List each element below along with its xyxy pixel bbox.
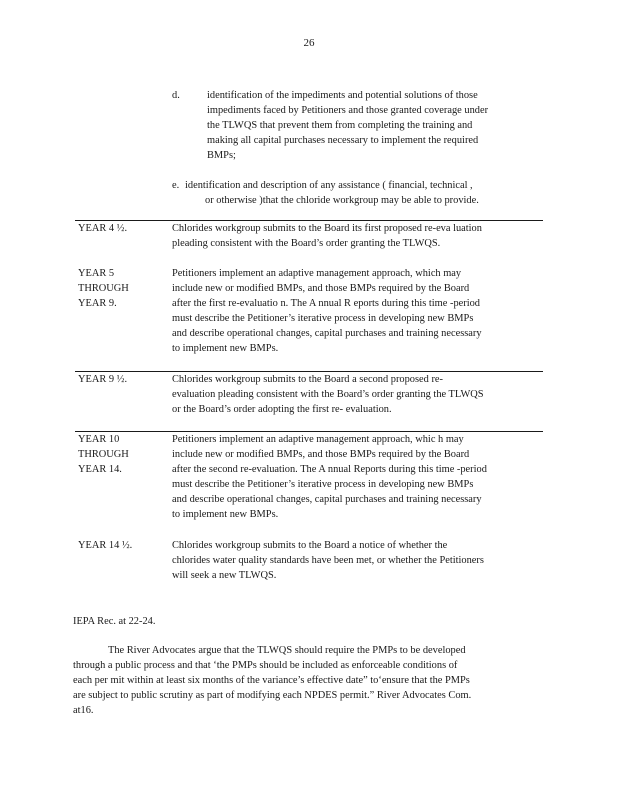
- text-line: to implement new BMPs.: [172, 509, 279, 520]
- text-line: BMPs;: [207, 150, 236, 161]
- label-line: YEAR 14 ½.: [78, 540, 133, 551]
- label-line: YEAR 5: [78, 268, 115, 279]
- body-paragraph: [73, 643, 529, 718]
- text-line: after the second re-evaluation. The A nnual Reports during this time -period: [172, 464, 487, 475]
- text-line: through a public process and that ‘the PMPs should be included as enforceable conditions of: [73, 660, 458, 671]
- text-line: are subject to public scrutiny as part of modifying each NPDES permit.” River Advocates Com.: [73, 690, 472, 701]
- schedule-row-label: [78, 221, 168, 236]
- text-line: each per mit within at least six months of the variance’s effective date” to‘ensure that the PMPs: [73, 675, 470, 686]
- text-line: or otherwise )that the chloride workgroup may be able to provide.: [205, 195, 479, 206]
- schedule-row-text: [172, 432, 532, 522]
- text-line: will seek a new TLWQS.: [172, 570, 277, 581]
- schedule-row-text: [172, 372, 532, 417]
- label-line: YEAR 4 ½.: [78, 223, 128, 234]
- text-line: must describe the Petitioner’s iterative process in developing new BMPs: [172, 313, 474, 324]
- label-line: THROUGH: [78, 449, 129, 460]
- text-line: chlorides water quality standards have been met, or whether the Petitioners: [172, 555, 484, 566]
- label-line: YEAR 9.: [78, 298, 117, 309]
- text-line: identification of the impediments and potential solutions of those: [207, 90, 478, 101]
- text-line: include new or modified BMPs, and those BMPs required by the Board: [172, 283, 470, 294]
- schedule-row-label: [78, 538, 168, 553]
- text-line: impediments faced by Petitioners and those granted coverage under: [207, 105, 489, 116]
- text-line: Chlorides workgroup submits to the Board a notice of whether the: [172, 540, 448, 551]
- label-line: THROUGH: [78, 283, 129, 294]
- text-line: and describe operational changes, capital purchases and training necessary: [172, 328, 482, 339]
- text-line: or the Board’s order adopting the first re- evaluation.: [172, 404, 392, 415]
- page-number: 26: [303, 37, 315, 49]
- list-item-text: [185, 178, 535, 208]
- text-line: include new or modified BMPs, and those BMPs required by the Board: [172, 449, 470, 460]
- text-line: Chlorides workgroup submits to the Board a second proposed re-: [172, 374, 443, 385]
- text-line: at16.: [73, 705, 94, 716]
- list-item-marker: d.: [172, 90, 180, 101]
- text-line: The River Advocates argue that the TLWQS should require the PMPs to be developed: [108, 645, 466, 656]
- text-line: Petitioners implement an adaptive management approach, which may: [172, 268, 462, 279]
- citation: IEPA Rec. at 22-24.: [73, 616, 156, 627]
- text-line: the TLWQS that prevent them from completing the training and: [207, 120, 473, 131]
- label-line: YEAR 10: [78, 434, 120, 445]
- schedule-row-label: [78, 372, 168, 387]
- text-line: after the first re-evaluatio n. The A nnual R eports during this time -period: [172, 298, 480, 309]
- text-line: identification and description of any assistance ( financial, technical ,: [185, 180, 473, 191]
- text-line: must describe the Petitioner’s iterative process in developing new BMPs: [172, 479, 474, 490]
- schedule-row-text: [172, 221, 532, 251]
- label-line: YEAR 14.: [78, 464, 122, 475]
- schedule-row-text: [172, 266, 532, 356]
- schedule-row-label: [78, 266, 168, 311]
- schedule-row-label: [78, 432, 168, 477]
- text-line: Chlorides workgroup submits to the Board its first proposed re-eva luation: [172, 223, 482, 234]
- list-item-marker: e.: [172, 180, 180, 191]
- text-line: evaluation pleading consistent with the Board’s order granting the TLWQS: [172, 389, 484, 400]
- list-item-text: [207, 88, 527, 163]
- text-line: and describe operational changes, capital purchases and training necessary: [172, 494, 482, 505]
- text-line: making all capital purchases necessary to implement the required: [207, 135, 479, 146]
- text-line: Petitioners implement an adaptive management approach, whic h may: [172, 434, 464, 445]
- schedule-row-text: [172, 538, 532, 583]
- text-line: pleading consistent with the Board’s order granting the TLWQS.: [172, 238, 441, 249]
- label-line: YEAR 9 ½.: [78, 374, 128, 385]
- text-line: to implement new BMPs.: [172, 343, 279, 354]
